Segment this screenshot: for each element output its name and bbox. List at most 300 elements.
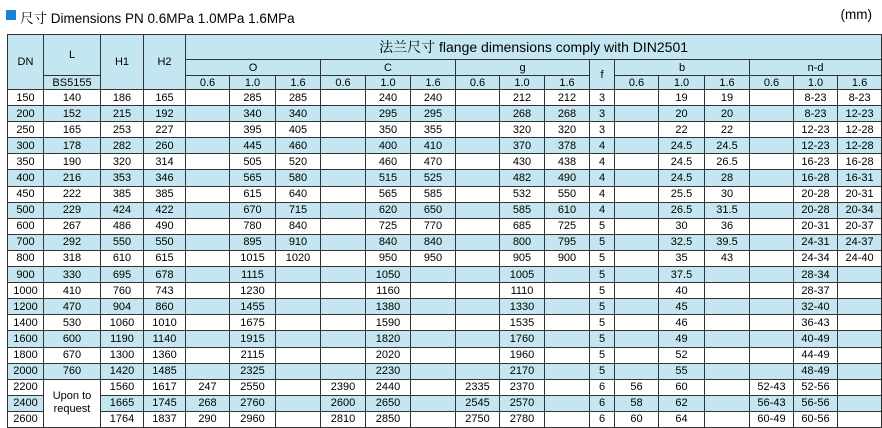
cell-l: 222 bbox=[44, 186, 101, 202]
cell-g16: 550 bbox=[545, 186, 590, 202]
cell-f: 3 bbox=[590, 106, 615, 122]
cell-c06 bbox=[321, 170, 366, 186]
header-g-06: 0.6 bbox=[456, 76, 500, 90]
cell-g06 bbox=[456, 122, 500, 138]
cell-b16: 19 bbox=[705, 90, 750, 106]
cell-b16: 26.5 bbox=[705, 154, 750, 170]
cell-b06 bbox=[615, 186, 659, 202]
cell-h2: 227 bbox=[144, 122, 186, 138]
cell-f: 5 bbox=[590, 315, 615, 331]
cell-c06 bbox=[321, 106, 366, 122]
cell-b10: 37.5 bbox=[659, 267, 705, 283]
cell-o10: 505 bbox=[230, 154, 276, 170]
cell-nd06 bbox=[750, 283, 794, 299]
cell-l: 178 bbox=[44, 138, 101, 154]
cell-c10: 950 bbox=[366, 250, 411, 266]
cell-h1: 1764 bbox=[101, 411, 144, 427]
cell-b06: 56 bbox=[615, 379, 659, 395]
cell-h1: 253 bbox=[101, 122, 144, 138]
cell-l: 670 bbox=[44, 347, 101, 363]
cell-o06: 290 bbox=[186, 411, 230, 427]
cell-g06 bbox=[456, 283, 500, 299]
cell-b06 bbox=[615, 122, 659, 138]
cell-o16: 340 bbox=[276, 106, 321, 122]
cell-o16: 840 bbox=[276, 218, 321, 234]
cell-nd16 bbox=[838, 331, 882, 347]
cell-nd16 bbox=[838, 299, 882, 315]
cell-h2: 314 bbox=[144, 154, 186, 170]
cell-c16: 585 bbox=[411, 186, 456, 202]
cell-h2: 346 bbox=[144, 170, 186, 186]
cell-c06 bbox=[321, 138, 366, 154]
cell-g10: 1960 bbox=[500, 347, 545, 363]
cell-o10: 1230 bbox=[230, 283, 276, 299]
cell-o06 bbox=[186, 138, 230, 154]
cell-b06 bbox=[615, 250, 659, 266]
cell-b10: 52 bbox=[659, 347, 705, 363]
cell-nd10: 8-23 bbox=[794, 90, 838, 106]
cell-o16 bbox=[276, 267, 321, 283]
cell-g10: 1535 bbox=[500, 315, 545, 331]
cell-nd16 bbox=[838, 395, 882, 411]
cell-b16 bbox=[705, 299, 750, 315]
cell-g16 bbox=[545, 363, 590, 379]
cell-g10: 905 bbox=[500, 250, 545, 266]
cell-b10: 20 bbox=[659, 106, 705, 122]
table-row bbox=[8, 395, 882, 411]
table-row bbox=[8, 299, 882, 315]
cell-g06 bbox=[456, 90, 500, 106]
cell-o06 bbox=[186, 170, 230, 186]
cell-nd10: 24-34 bbox=[794, 250, 838, 266]
cell-upon-request: Upon to request bbox=[44, 379, 101, 427]
cell-c10: 515 bbox=[366, 170, 411, 186]
cell-g16 bbox=[545, 315, 590, 331]
header-g: g bbox=[456, 60, 590, 76]
cell-dn: 1800 bbox=[8, 347, 44, 363]
cell-o06: 247 bbox=[186, 379, 230, 395]
cell-b16: 20 bbox=[705, 106, 750, 122]
cell-f: 4 bbox=[590, 186, 615, 202]
cell-c10: 2440 bbox=[366, 379, 411, 395]
cell-nd10: 52-56 bbox=[794, 379, 838, 395]
cell-c06 bbox=[321, 234, 366, 250]
cell-g10: 2170 bbox=[500, 363, 545, 379]
cell-l: 470 bbox=[44, 299, 101, 315]
cell-g06 bbox=[456, 106, 500, 122]
cell-dn: 2600 bbox=[8, 411, 44, 427]
cell-c16: 355 bbox=[411, 122, 456, 138]
cell-nd06 bbox=[750, 315, 794, 331]
cell-nd10: 56-56 bbox=[794, 395, 838, 411]
cell-c16: 840 bbox=[411, 234, 456, 250]
cell-nd10: 60-56 bbox=[794, 411, 838, 427]
cell-c06 bbox=[321, 154, 366, 170]
cell-g16: 212 bbox=[545, 90, 590, 106]
cell-nd10: 28-37 bbox=[794, 283, 838, 299]
cell-o10: 2115 bbox=[230, 347, 276, 363]
cell-h2: 678 bbox=[144, 267, 186, 283]
cell-o10: 445 bbox=[230, 138, 276, 154]
cell-b06 bbox=[615, 106, 659, 122]
cell-g06 bbox=[456, 299, 500, 315]
cell-h1: 1560 bbox=[101, 379, 144, 395]
cell-dn: 600 bbox=[8, 218, 44, 234]
header-g-10: 1.0 bbox=[500, 76, 545, 90]
cell-dn: 250 bbox=[8, 122, 44, 138]
cell-c10: 2850 bbox=[366, 411, 411, 427]
cell-l: 410 bbox=[44, 283, 101, 299]
cell-dn: 900 bbox=[8, 267, 44, 283]
cell-c10: 400 bbox=[366, 138, 411, 154]
cell-o16: 460 bbox=[276, 138, 321, 154]
header-nd-10: 1.0 bbox=[794, 76, 838, 90]
cell-dn: 2200 bbox=[8, 379, 44, 395]
cell-g10: 2780 bbox=[500, 411, 545, 427]
cell-o06 bbox=[186, 347, 230, 363]
cell-h1: 760 bbox=[101, 283, 144, 299]
header-l: L bbox=[44, 35, 101, 76]
cell-b06 bbox=[615, 154, 659, 170]
cell-b16 bbox=[705, 267, 750, 283]
cell-b06 bbox=[615, 218, 659, 234]
cell-dn: 1000 bbox=[8, 283, 44, 299]
cell-nd16: 20-31 bbox=[838, 186, 882, 202]
cell-nd16 bbox=[838, 283, 882, 299]
header-b-06: 0.6 bbox=[615, 76, 659, 90]
cell-nd10: 8-23 bbox=[794, 106, 838, 122]
cell-l: 600 bbox=[44, 331, 101, 347]
cell-c16 bbox=[411, 267, 456, 283]
cell-g10: 268 bbox=[500, 106, 545, 122]
table-row bbox=[8, 250, 882, 266]
cell-nd10: 28-34 bbox=[794, 267, 838, 283]
header-c-06: 0.6 bbox=[321, 76, 366, 90]
header-o-06: 0.6 bbox=[186, 76, 230, 90]
cell-c16 bbox=[411, 283, 456, 299]
cell-b16 bbox=[705, 363, 750, 379]
cell-b10: 30 bbox=[659, 218, 705, 234]
cell-o10: 565 bbox=[230, 170, 276, 186]
cell-g10: 370 bbox=[500, 138, 545, 154]
cell-c06 bbox=[321, 283, 366, 299]
cell-o16: 910 bbox=[276, 234, 321, 250]
cell-b10: 19 bbox=[659, 90, 705, 106]
cell-dn: 500 bbox=[8, 202, 44, 218]
cell-g06 bbox=[456, 138, 500, 154]
cell-l: 152 bbox=[44, 106, 101, 122]
cell-o16: 715 bbox=[276, 202, 321, 218]
cell-b16: 31.5 bbox=[705, 202, 750, 218]
cell-g10: 585 bbox=[500, 202, 545, 218]
cell-c16: 950 bbox=[411, 250, 456, 266]
cell-o06 bbox=[186, 315, 230, 331]
cell-o16: 580 bbox=[276, 170, 321, 186]
cell-b06 bbox=[615, 170, 659, 186]
cell-h1: 610 bbox=[101, 250, 144, 266]
cell-nd06 bbox=[750, 347, 794, 363]
cell-nd06: 56-43 bbox=[750, 395, 794, 411]
cell-o10: 895 bbox=[230, 234, 276, 250]
cell-f: 5 bbox=[590, 234, 615, 250]
table-row bbox=[8, 154, 882, 170]
cell-c10: 2020 bbox=[366, 347, 411, 363]
cell-h2: 1617 bbox=[144, 379, 186, 395]
cell-nd06 bbox=[750, 234, 794, 250]
cell-f: 5 bbox=[590, 363, 615, 379]
cell-o10: 2325 bbox=[230, 363, 276, 379]
header-nd-06: 0.6 bbox=[750, 76, 794, 90]
cell-c10: 2230 bbox=[366, 363, 411, 379]
cell-b10: 26.5 bbox=[659, 202, 705, 218]
cell-b16 bbox=[705, 315, 750, 331]
cell-g16: 610 bbox=[545, 202, 590, 218]
cell-c10: 2650 bbox=[366, 395, 411, 411]
cell-nd06 bbox=[750, 122, 794, 138]
cell-nd06 bbox=[750, 106, 794, 122]
cell-g16: 795 bbox=[545, 234, 590, 250]
cell-o16 bbox=[276, 395, 321, 411]
cell-g10: 2570 bbox=[500, 395, 545, 411]
cell-c06: 2600 bbox=[321, 395, 366, 411]
cell-c10: 1820 bbox=[366, 331, 411, 347]
cell-b16: 36 bbox=[705, 218, 750, 234]
cell-dn: 1200 bbox=[8, 299, 44, 315]
cell-nd16: 12-28 bbox=[838, 138, 882, 154]
cell-f: 3 bbox=[590, 122, 615, 138]
cell-f: 6 bbox=[590, 395, 615, 411]
table-body bbox=[8, 90, 882, 428]
cell-g06 bbox=[456, 250, 500, 266]
cell-c06 bbox=[321, 363, 366, 379]
cell-nd16 bbox=[838, 379, 882, 395]
cell-g16 bbox=[545, 299, 590, 315]
cell-nd06 bbox=[750, 202, 794, 218]
cell-f: 4 bbox=[590, 202, 615, 218]
cell-h1: 1060 bbox=[101, 315, 144, 331]
cell-h1: 424 bbox=[101, 202, 144, 218]
cell-o16 bbox=[276, 411, 321, 427]
header-c-10: 1.0 bbox=[366, 76, 411, 90]
header-flange: 法兰尺寸 flange dimensions comply with DIN2501 bbox=[186, 35, 882, 60]
cell-dn: 700 bbox=[8, 234, 44, 250]
cell-g16 bbox=[545, 395, 590, 411]
cell-b10: 24.5 bbox=[659, 170, 705, 186]
cell-nd16 bbox=[838, 267, 882, 283]
header-dn: DN bbox=[8, 35, 44, 90]
cell-g16 bbox=[545, 283, 590, 299]
table-row bbox=[8, 283, 882, 299]
cell-o06 bbox=[186, 250, 230, 266]
cell-f: 4 bbox=[590, 154, 615, 170]
cell-o06 bbox=[186, 106, 230, 122]
cell-g06 bbox=[456, 202, 500, 218]
cell-g16 bbox=[545, 267, 590, 283]
page-title: 尺寸 Dimensions PN 0.6MPa 1.0MPa 1.6MPa bbox=[20, 11, 295, 26]
cell-f: 5 bbox=[590, 331, 615, 347]
cell-l: 190 bbox=[44, 154, 101, 170]
cell-nd10: 36-43 bbox=[794, 315, 838, 331]
cell-h1: 1665 bbox=[101, 395, 144, 411]
cell-dn: 1400 bbox=[8, 315, 44, 331]
cell-f: 6 bbox=[590, 411, 615, 427]
cell-h1: 186 bbox=[101, 90, 144, 106]
cell-nd16: 12-28 bbox=[838, 122, 882, 138]
cell-nd16 bbox=[838, 347, 882, 363]
cell-g16: 900 bbox=[545, 250, 590, 266]
cell-h1: 1300 bbox=[101, 347, 144, 363]
cell-c06 bbox=[321, 267, 366, 283]
cell-g06: 2545 bbox=[456, 395, 500, 411]
cell-h1: 320 bbox=[101, 154, 144, 170]
cell-g06 bbox=[456, 267, 500, 283]
cell-c16 bbox=[411, 347, 456, 363]
cell-h1: 353 bbox=[101, 170, 144, 186]
cell-b16 bbox=[705, 347, 750, 363]
cell-g16: 490 bbox=[545, 170, 590, 186]
table-row bbox=[8, 347, 882, 363]
cell-c06 bbox=[321, 90, 366, 106]
cell-b06: 58 bbox=[615, 395, 659, 411]
header-g-16: 1.6 bbox=[545, 76, 590, 90]
cell-nd10: 20-28 bbox=[794, 202, 838, 218]
table-row bbox=[8, 186, 882, 202]
cell-o10: 780 bbox=[230, 218, 276, 234]
cell-f: 5 bbox=[590, 267, 615, 283]
cell-g10: 1330 bbox=[500, 299, 545, 315]
cell-nd16 bbox=[838, 411, 882, 427]
table-row bbox=[8, 170, 882, 186]
cell-f: 6 bbox=[590, 379, 615, 395]
cell-nd06 bbox=[750, 299, 794, 315]
cell-l: 229 bbox=[44, 202, 101, 218]
table-row bbox=[8, 106, 882, 122]
cell-b16: 30 bbox=[705, 186, 750, 202]
cell-b16: 43 bbox=[705, 250, 750, 266]
cell-o16: 285 bbox=[276, 90, 321, 106]
cell-c16 bbox=[411, 395, 456, 411]
cell-nd10: 12-23 bbox=[794, 138, 838, 154]
cell-o16 bbox=[276, 299, 321, 315]
table-row bbox=[8, 331, 882, 347]
cell-dn: 1600 bbox=[8, 331, 44, 347]
cell-h2: 385 bbox=[144, 186, 186, 202]
cell-l: 530 bbox=[44, 315, 101, 331]
cell-o10: 2760 bbox=[230, 395, 276, 411]
cell-nd06 bbox=[750, 250, 794, 266]
header-h2: H2 bbox=[144, 35, 186, 90]
header-b: b bbox=[615, 60, 750, 76]
cell-b06 bbox=[615, 283, 659, 299]
cell-nd16: 8-23 bbox=[838, 90, 882, 106]
cell-l: 330 bbox=[44, 267, 101, 283]
cell-c06 bbox=[321, 202, 366, 218]
header-nd: n-d bbox=[750, 60, 882, 76]
cell-f: 5 bbox=[590, 218, 615, 234]
header-o-10: 1.0 bbox=[230, 76, 276, 90]
cell-o16: 1020 bbox=[276, 250, 321, 266]
cell-nd16 bbox=[838, 315, 882, 331]
cell-c16: 650 bbox=[411, 202, 456, 218]
cell-g10: 482 bbox=[500, 170, 545, 186]
cell-o06 bbox=[186, 186, 230, 202]
cell-g06 bbox=[456, 315, 500, 331]
cell-g16: 268 bbox=[545, 106, 590, 122]
cell-nd10: 20-31 bbox=[794, 218, 838, 234]
cell-f: 5 bbox=[590, 299, 615, 315]
cell-c10: 460 bbox=[366, 154, 411, 170]
cell-g10: 430 bbox=[500, 154, 545, 170]
cell-nd16: 20-34 bbox=[838, 202, 882, 218]
cell-b10: 46 bbox=[659, 315, 705, 331]
cell-c06: 2390 bbox=[321, 379, 366, 395]
cell-b06 bbox=[615, 234, 659, 250]
cell-c06 bbox=[321, 331, 366, 347]
cell-o06 bbox=[186, 299, 230, 315]
cell-h2: 192 bbox=[144, 106, 186, 122]
cell-c06 bbox=[321, 122, 366, 138]
title-row bbox=[6, 6, 876, 26]
cell-b16 bbox=[705, 331, 750, 347]
cell-h1: 282 bbox=[101, 138, 144, 154]
header-o: O bbox=[186, 60, 321, 76]
cell-c10: 840 bbox=[366, 234, 411, 250]
table-row bbox=[8, 122, 882, 138]
cell-c16 bbox=[411, 411, 456, 427]
cell-f: 5 bbox=[590, 250, 615, 266]
cell-b10: 35 bbox=[659, 250, 705, 266]
cell-dn: 200 bbox=[8, 106, 44, 122]
cell-b06 bbox=[615, 315, 659, 331]
cell-h2: 860 bbox=[144, 299, 186, 315]
cell-nd10: 44-49 bbox=[794, 347, 838, 363]
cell-dn: 800 bbox=[8, 250, 44, 266]
cell-nd06: 52-43 bbox=[750, 379, 794, 395]
cell-l: 760 bbox=[44, 363, 101, 379]
cell-b16: 22 bbox=[705, 122, 750, 138]
cell-b16 bbox=[705, 379, 750, 395]
cell-nd06: 60-49 bbox=[750, 411, 794, 427]
cell-o06 bbox=[186, 122, 230, 138]
cell-g06 bbox=[456, 363, 500, 379]
cell-b16 bbox=[705, 395, 750, 411]
cell-o16 bbox=[276, 283, 321, 299]
cell-o10: 1915 bbox=[230, 331, 276, 347]
cell-c16: 295 bbox=[411, 106, 456, 122]
cell-b06 bbox=[615, 347, 659, 363]
cell-g16 bbox=[545, 331, 590, 347]
cell-nd16: 12-23 bbox=[838, 106, 882, 122]
cell-h2: 1140 bbox=[144, 331, 186, 347]
cell-c16: 525 bbox=[411, 170, 456, 186]
cell-c10: 350 bbox=[366, 122, 411, 138]
cell-l: 216 bbox=[44, 170, 101, 186]
cell-g06: 2335 bbox=[456, 379, 500, 395]
cell-g10: 1005 bbox=[500, 267, 545, 283]
cell-g06 bbox=[456, 234, 500, 250]
cell-g10: 2370 bbox=[500, 379, 545, 395]
cell-o06 bbox=[186, 154, 230, 170]
cell-b06 bbox=[615, 363, 659, 379]
cell-dn: 150 bbox=[8, 90, 44, 106]
cell-o16: 640 bbox=[276, 186, 321, 202]
cell-b16 bbox=[705, 411, 750, 427]
header-l-sub: BS5155 bbox=[44, 76, 101, 90]
cell-b06 bbox=[615, 331, 659, 347]
table-row bbox=[8, 90, 882, 106]
header-h1: H1 bbox=[101, 35, 144, 90]
cell-c10: 1160 bbox=[366, 283, 411, 299]
